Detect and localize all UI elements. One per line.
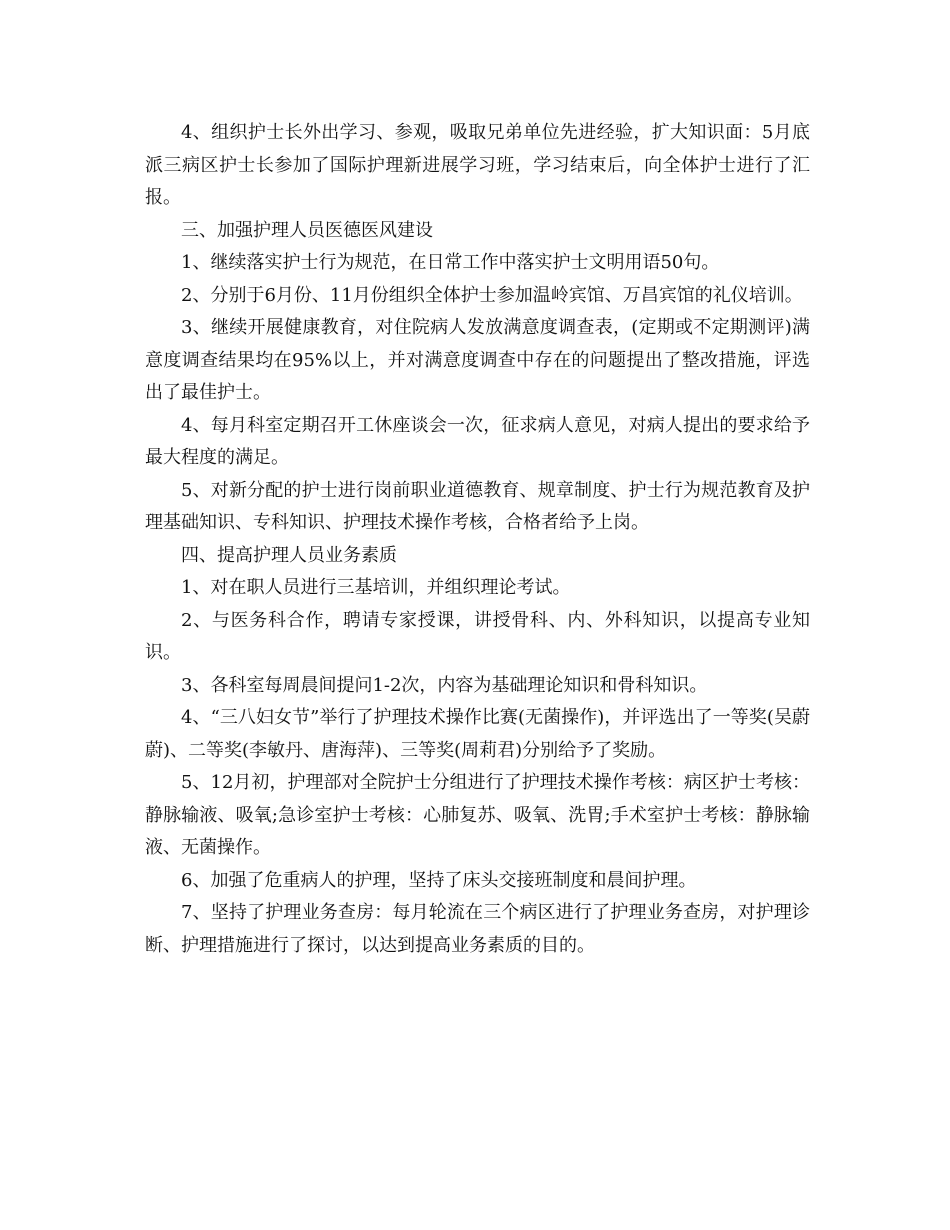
- paragraph-3-3: 3、继续开展健康教育，对住院病人发放满意度调查表，(定期或不定期测评)满意度调查结果均在95%以上，并对满意度调查中存在的问题提出了整改措施，评选出了最佳护士。: [145, 317, 810, 403]
- paragraph-4-5: 5、12月初，护理部对全院护士分组进行了护理技术操作考核：病区护士考核：静脉输液、吸氧;急诊室护士考核：心肺复苏、吸氧、洗胃;手术室护士考核：静脉输液、无菌操作。: [145, 772, 810, 858]
- paragraph-4-6: 6、加强了危重病人的护理，坚持了床头交接班制度和晨间护理。: [181, 869, 697, 891]
- paragraph-3-2: 2、分别于6月份、11月份组织全体护士参加温岭宾馆、万昌宾馆的礼仪培训。: [181, 284, 803, 306]
- paragraph-4-3: 3、各科室每周晨间提问1-2次，内容为基础理论知识和骨科知识。: [181, 674, 708, 696]
- paragraph-3-1: 1、继续落实护士行为规范，在日常工作中落实护士文明用语50句。: [181, 252, 720, 273]
- paragraph-4-2: 2、与医务科合作，聘请专家授课，讲授骨科、内、外科知识，以提高专业知识。: [145, 609, 810, 663]
- paragraph-item-4-training: 4、组织护士长外出学习、参观，吸取兄弟单位先进经验，扩大知识面：5月底派三病区护士长参加了国际护理新进展学习班，学习结束后，向全体护士进行了汇报。: [145, 122, 810, 208]
- paragraph-4-7: 7、坚持了护理业务查房：每月轮流在三个病区进行了护理业务查房，对护理诊断、护理措施进行了探讨，以达到提高业务素质的目的。: [145, 902, 810, 956]
- document-body: [145, 117, 810, 962]
- paragraph-4-1: 1、对在职人员进行三基培训，并组织理论考试。: [181, 577, 571, 598]
- paragraph-3-5: 5、对新分配的护士进行岗前职业道德教育、规章制度、护士行为规范教育及护理基础知识、专科知识、护理技术操作考核，合格者给予上岗。: [145, 479, 810, 533]
- section-heading-4: 四、提高护理人员业务素质: [181, 544, 397, 566]
- paragraph-4-4: 4、“三八妇女节”举行了护理技术操作比赛(无菌操作)，并评选出了一等奖(吴蔚蔚)、二等奖(李敏丹、唐海萍)、三等奖(周莉君)分别给予了奖励。: [145, 707, 810, 761]
- paragraph-3-4: 4、每月科室定期召开工休座谈会一次，征求病人意见，对病人提出的要求给予最大程度的满足。: [145, 414, 810, 468]
- section-heading-3: 三、加强护理人员医德医风建设: [181, 219, 433, 241]
